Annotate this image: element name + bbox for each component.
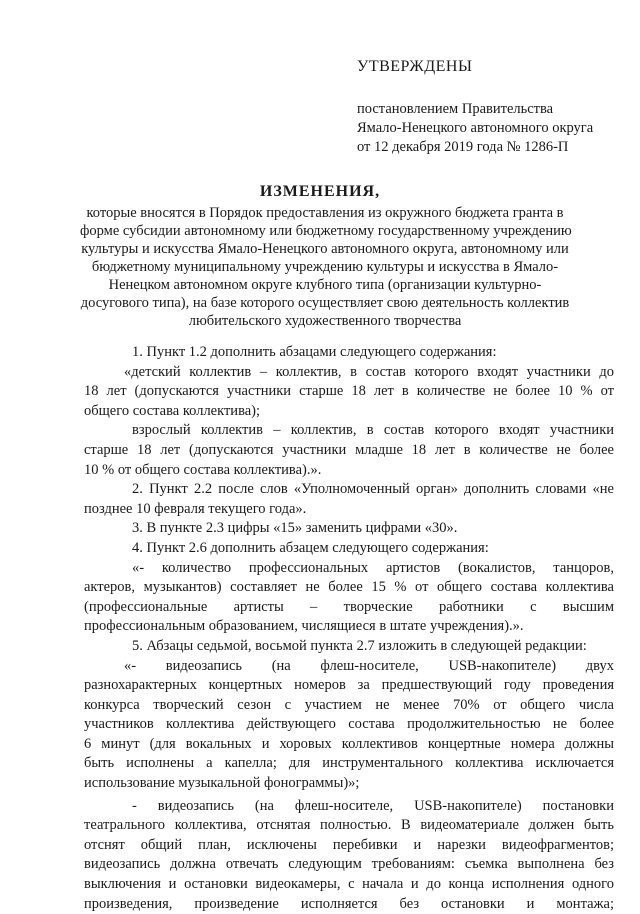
subtitle-line: досугового типа), на базе которого осуществляет свою деятельность коллектив [80, 295, 570, 311]
body-line: участников коллектива действующего состава продолжительностью не более [84, 716, 614, 733]
body-line: позднее 10 февраля текущего года». [84, 500, 307, 517]
body-line: 18 лет (допускаются участники старше 18 лет в количестве не более 10 % от [84, 383, 614, 400]
body-line: (профессиональные артисты – творческие работники с высшим [84, 598, 614, 615]
body-line: 10 % от общего состава коллектива).». [84, 461, 322, 478]
body-line: быть исполнены а капелла; для инструментального коллектива исключается [84, 755, 614, 772]
approval-block [357, 58, 627, 157]
body-line: конкурса творческий сезон с участием не менее 70% от общего числа [84, 696, 614, 713]
body-line: «- количество профессиональных артистов (вокалистов, танцоров, [132, 559, 614, 576]
body-line: профессиональным образованием, числящиеся в штате учреждения).». [84, 618, 524, 635]
body-line: «- видеозапись (на флеш-носителе, USB-накопителе) двух [124, 657, 614, 674]
body-line: старше 18 лет (допускаются участники младше 18 лет в количестве не более [84, 441, 614, 458]
body-line: видеозапись должна отвечать следующим требованиям: съемка выполнена без [84, 856, 614, 873]
subtitle-line: форме субсидии автономному или бюджетному государственному учреждению [80, 223, 572, 239]
subtitle-line: культуры и искусства Ямало-Ненецкого автономного округа, автономному или [81, 241, 569, 257]
body-line: - видеозапись (на флеш-носителе, USB-накопителе) постановки [132, 797, 614, 814]
approval-line: Ямало-Ненецкого автономного округа [357, 120, 594, 136]
body-line: разнохарактерных концертных номеров за предшествующий году проведения [84, 677, 614, 694]
body-line: отснят общий план, исключены перебивки и нарезки видеофрагментов; [84, 836, 614, 853]
body-line: 5. Абзацы седьмой, восьмой пункта 2.7 изложить в следующей редакции: [132, 637, 587, 654]
body-line: произведения, произведение исполняется без остановки и монтажа; [84, 895, 614, 912]
document-subtitle [80, 204, 570, 330]
subtitle-line: любительского художественного творчества [188, 313, 462, 329]
body-line: взрослый коллектив – коллектив, в состав которого входят участники [132, 422, 614, 439]
document-title: ИЗМЕНЕНИЯ, [259, 183, 381, 200]
subtitle-line: которые вносятся в Порядок предоставления из окружного бюджета гранта в [86, 205, 564, 221]
approval-line: от 12 декабря 2019 года № 1286-П [357, 139, 569, 155]
document-body [84, 343, 614, 914]
body-line: театрального коллектива, отснятая полностью. В видеоматериале должен быть [84, 817, 614, 834]
body-line: «детский коллектив – коллектив, в состав которого входят участники до [124, 363, 614, 380]
subtitle-line: Ненецком автономном округе клубного типа (организации культурно- [108, 277, 542, 293]
body-line: 4. Пункт 2.6 дополнить абзацем следующего содержания: [132, 539, 489, 556]
body-line: общего состава коллектива); [84, 402, 261, 419]
body-line: выключения и остановки видеокамеры, с начала и до конца исполнения одного [84, 876, 614, 893]
body-line: 3. В пункте 2.3 цифры «15» заменить цифрами «30». [132, 520, 458, 537]
body-line: актеров, музыкантов) составляет не более 15 % от общего состава коллектива [84, 579, 614, 596]
approval-title: УТВЕРЖДЕНЫ [357, 58, 473, 75]
subtitle-line: бюджетному муниципальному учреждению культуры и искусства в Ямало- [91, 259, 559, 275]
body-line: использование музыкальной фонограммы)»; [84, 775, 360, 792]
body-line: 6 минут (для вокальных и хоровых коллективов концертные номера должны [84, 735, 614, 752]
body-line: 1. Пункт 1.2 дополнить абзацами следующего содержания: [132, 344, 497, 360]
approval-line: постановлением Правительства [357, 101, 554, 117]
body-line: 2. Пункт 2.2 после слов «Уполномоченный орган» дополнить словами «не [132, 481, 614, 498]
